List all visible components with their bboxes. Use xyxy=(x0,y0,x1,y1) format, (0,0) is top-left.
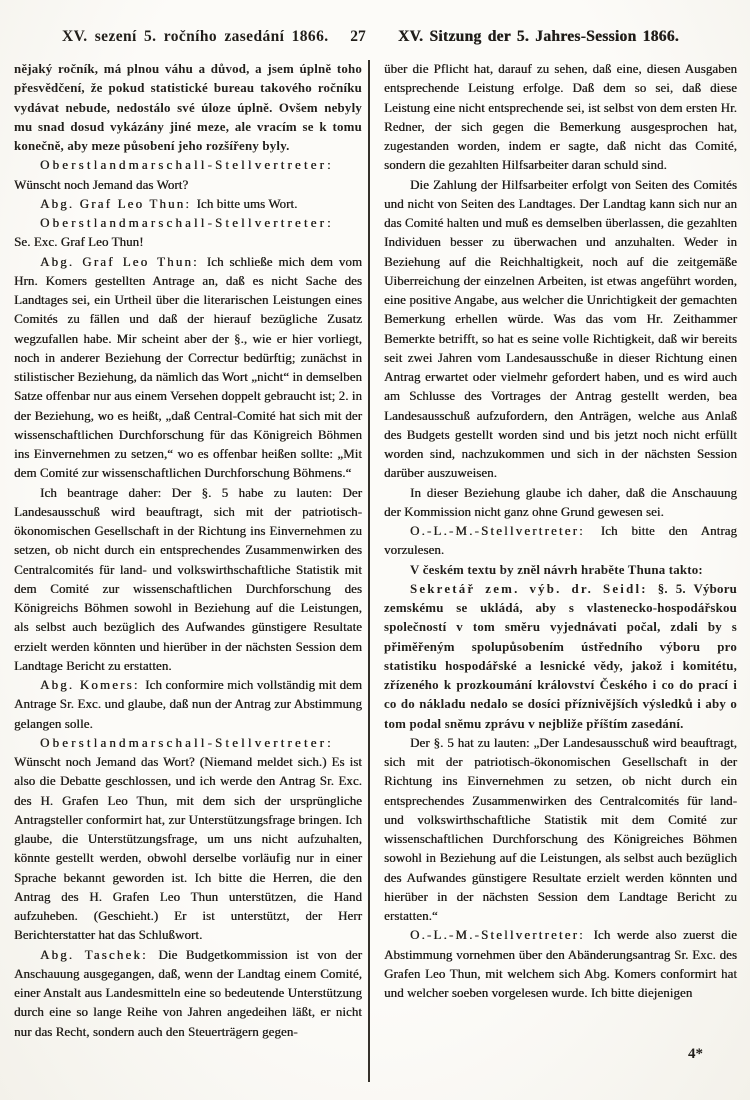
page-number: 27 xyxy=(350,28,366,45)
speaker-name: Sekretář zem. výb. dr. Seidl: xyxy=(410,581,658,596)
header-title-czech: XV. sezení 5. ročního zasedání 1866. xyxy=(62,28,329,45)
paragraph-text: Ich conformire mich vollständig mit dem Antrage Sr. Exc. und glaube, daß nun der Antrag zur Abstimmung gelangen solle. xyxy=(14,678,362,731)
speaker-name: O.-L.-M.-Stellvertreter: xyxy=(410,928,594,943)
paragraph xyxy=(384,176,737,484)
speaker-name: Abg. Komers: xyxy=(40,678,146,692)
paragraph-text: V českém textu by zněl návrh hraběte Thuna takto: xyxy=(410,562,703,577)
paragraph-text: Wünscht noch Jemand das Wort? (Niemand meldet sich.) Es ist also die Debatte geschlossen, und ich werde den Antrag Sr. Exc. des H. Grafen Leo Thun, mit dem sich der ursprüngliche Antragsteller conformirt hat, zur Unterstützungsfrage bringen. Ich glaube, die Unterstützungsfrage, um uns nicht aufzuhalten, könnte gestellt werden, obwohl derselbe vorläufig nur in einer Sprache bekannt geworden ist. Ich bitte die Herren, die den Antrag des H. Grafen Leo Thun unterstützen, die Hand aufzuheben. (Geschieht.) Er ist unterstützt, der Herr Berichterstatter hat das Schlußwort. xyxy=(14,755,362,943)
paragraph-text: Der §. 5 hat zu lauten: „Der Landesausschuß wird beauftragt, sich mit der patriotisch-ökonomischen Gesellschaft in der Richtung ins Einvernehmen zu setzen, ob nicht durch ein entsprechendes Zusammenwirken des Centralcomités für land- und volkswirthschaftliche Statistik mit dem Comité zur wissenschaftlichen Durchforschung des Königreiches Böhmen sowohl in Beziehung auf die Leistungen, als selbst auch bezüglich des Aufwandes günstigere Resultate erzielt werden könnten und hierüber in der nächsten Session dem Landtage Bericht zu erstatten.“ xyxy=(384,735,737,923)
paragraph-text: Wünscht noch Jemand das Wort? xyxy=(14,177,189,192)
speaker-name: O.-L.-M.-Stellvertreter: xyxy=(410,524,601,538)
paragraph-text: Ich schließe mich dem vom Hrn. Komers gestellten Antrage an, daß es nicht Sache des Landtages sei, ein Urtheil über die literarischen Leistungen eines Comités zu fällen und daß der hierauf bezügliche Zusatz wegzufallen habe. Mir scheint aber der §., wie er hier vorliegt, noch in anderer Beziehung der Correctur bedürftig; zunächst in stilistischer Beziehung, da nämlich das Wort „nicht“ in demselben Satze offenbar nur aus einem Versehen doppelt gebraucht ist; 2. in der Beziehung, wo es heißt, „daß Central-Comité hat sich mit der wissenschaftlichen Durchforschung für das Königreich Böhmen ins Einvernehmen zu setzen,“ wo es offenbar heißen sollte: „Mit dem Comité zur wissenschaftlichen Durchforschung Böhmens.“ xyxy=(14,254,362,481)
paragraph-text: Se. Exc. Graf Leo Thun! xyxy=(14,235,144,250)
paragraph xyxy=(384,926,737,1003)
paragraph xyxy=(14,156,362,195)
header-title-german: XV. Sitzung der 5. Jahres-Session 1866. xyxy=(398,28,679,45)
speaker-name: Abg. Graf Leo Thun: xyxy=(40,196,197,211)
paragraph-text: In dieser Beziehung glaube ich daher, daß die Anschauung der Kommission nicht ganz ohne Grund gewesen sei. xyxy=(384,485,737,519)
signature-mark: 4* xyxy=(688,1046,703,1062)
paragraph xyxy=(384,484,737,523)
paragraph xyxy=(384,60,737,176)
paragraph xyxy=(14,195,362,214)
page-header xyxy=(0,28,750,54)
paragraph-text: §. 5. Výboru zemskému se ukládá, aby s vlastenecko-hospodářskou společností v tom směru vyjednávati počal, zdali by s přiměřeným spolupůsobením ústředního výboru pro statistiku hospodářské a lesnické vědy, jakož i komitétu, zřízeného k prozkoumání království Českého i co do prací i co do nákladu nedalo se dosíci příznivějších výsledků i aby o tom podal sněmu zprávu v nejbliže příštím zasedání. xyxy=(384,581,737,731)
paragraph xyxy=(14,734,362,946)
column-right xyxy=(368,60,737,1082)
paragraph xyxy=(14,676,362,734)
speaker-name: Abg. Taschek: xyxy=(40,947,159,962)
paragraph-text: Ich bitte den Antrag vorzulesen. xyxy=(384,524,738,558)
paragraph xyxy=(14,946,362,1042)
paragraph-text: Ich beantrage daher: Der §. 5 habe zu lauten: Der Landesausschuß wird beauftragt, sich mit der patriotisch-ökonomischen Gesellschaft in der Richtung ins Einvernehmen zu setzen, ob nicht durch ein entsprechendes Zusammenwirken des Centralcomités für land- und volkswirthschaftliche Statistik mit dem Comité zur wissenschaftlichen Durchforschung des Königreichs Böhmen sowohl in Beziehung auf die Leistungen, als selbst auch bezüglich des Aufwandes günstigere Resultate erzielt werden könnten und hierüber in der nächsten Session dem Landtage Bericht zu erstatten. xyxy=(14,485,362,673)
text-body xyxy=(14,60,737,1082)
paragraph xyxy=(384,561,737,580)
paragraph xyxy=(14,214,362,253)
paragraph xyxy=(14,253,362,484)
speaker-name: Oberstlandmarschall-Stellvertreter: xyxy=(40,216,334,230)
paragraph-text: Ich bitte ums Wort. xyxy=(196,196,298,211)
paragraph xyxy=(14,60,362,156)
paragraph-text: über die Pflicht hat, darauf zu sehen, daß eine, diesen Ausgaben entsprechende Leistung erfolge. Daß dem so sei, daß diese Leistung eine nicht entsprechende sei, ist selbst von dem ersten Hr. Redner, der sich gegen die Bemerkung ausgesprochen hat, zugestanden worden, indem er sagte, daß nicht das Comité, sondern die gezahlten Hilfsarbeiter daran schuld sind. xyxy=(384,62,737,173)
paragraph xyxy=(14,484,362,677)
speaker-name: Oberstlandmarschall-Stellvertreter: xyxy=(40,735,334,750)
speaker-name: Abg. Graf Leo Thun: xyxy=(40,254,207,269)
paragraph-text: Ich werde also zuerst die Abstimmung vornehmen über den Abänderungsantrag Sr. Exc. des Grafen Leo Thun, mit welchem sich Abg. Komers conformirt hat und welcher soeben vorgelesen wurde. Ich bitte diejenigen xyxy=(384,928,737,1000)
paragraph xyxy=(384,734,737,927)
paragraph xyxy=(384,580,737,734)
paragraph xyxy=(384,522,737,561)
speaker-name: Oberstlandmarschall-Stellvertreter: xyxy=(40,158,334,173)
paragraph-text: Die Zahlung der Hilfsarbeiter erfolgt von Seiten des Comités und nicht von Seiten des Landtages. Der Landtag kann sich nur an das Comité halten und muß es demselben überlassen, die gezahlten Individuen besser zu überwachen und anzuhalten. Weder in Beziehung auf die Reichhaltigkeit, noch auf die zeitgemäße Uiberreichung der einzelnen Arbeiten, ist etwas angeführt worden, eine positive Angabe, aus welcher die Unrichtigkeit der gemachten Bemerkung erhellen würde. Was das vom Hr. Zeithammer Bemerkte betrifft, so hat es seine volle Richtigkeit, daß wir bereits seit zwei Jahren vom Landesausschuße in dieser Richtung einen Antrag erwartet oder vielmehr gefordert haben, und es wird auch am Schlusse des Vortrages der Antrag gestellt werden, bea Landesausschuß aufzufordern, den Anträgen, welche aus Anlaß des Budgets gestellt worden sind und bis jetzt noch nicht erfüllt worden sind, nachzukommen und sich in der nächsten Session darüber auszuweisen. xyxy=(384,177,737,481)
column-left xyxy=(14,60,368,1082)
paragraph-text: Die Budgetkommission ist von der Anschauung ausgegangen, daß, wenn der Landtag einem Comité, einer Anstalt aus Landesmitteln eine so bedeutende Unterstützung durch eine so lange Reihe von Jahren angedeihen läßt, er nicht nur das Recht, sondern auch den Steuerträgern gegen- xyxy=(14,947,362,1039)
paragraph-text: nějaký ročník, má plnou váhu a důvod, a jsem úplně toho přesvědčení, že pokud statistické bureau takového ročníku vydávat nebude, nedostálo své úloze úplně. Ovšem nebyly mu snad dosud vykázány jiné meze, ale vracím se k tomu konečně, aby meze působení jeho rozšířeny byly. xyxy=(14,62,362,153)
